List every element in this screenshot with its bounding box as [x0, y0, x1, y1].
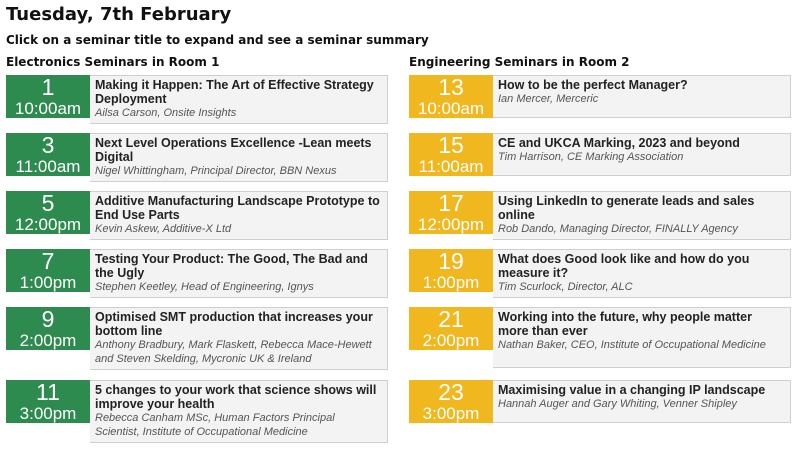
seminar-speaker: Kevin Askew, Additive-X Ltd: [95, 223, 232, 235]
seminar-title-link[interactable]: Next Level Operations Excellence -Lean meets Digital: [95, 136, 372, 164]
seminar-card[interactable]: [6, 380, 388, 443]
seminar-info[interactable]: [493, 75, 791, 118]
seminar-title-link[interactable]: Using LinkedIn to generate leads and sales online: [498, 194, 755, 222]
seminar-time: 11:00am: [15, 157, 81, 176]
seminar-badge: [409, 380, 493, 423]
seminar-speaker: Anthony Bradbury, Mark Flaskett, Rebecca Mace-Hewett and Steven Skelding, Mycronic UK & Ireland: [95, 339, 372, 365]
seminar-time: 3:00pm: [19, 404, 77, 423]
seminar-number: 7: [41, 248, 55, 274]
seminar-card[interactable]: [6, 307, 388, 370]
seminar-speaker: Ian Mercer, Merceric: [498, 93, 599, 105]
seminar-title-link[interactable]: What does Good look like and how do you measure it?: [498, 252, 750, 280]
seminar-info[interactable]: [493, 249, 791, 298]
seminar-number: 17: [438, 190, 464, 216]
seminar-number: 21: [438, 306, 464, 332]
seminar-info[interactable]: [90, 380, 388, 443]
seminar-badge: [409, 191, 493, 234]
page-title: Tuesday, 7th February: [6, 4, 232, 25]
seminar-number: 3: [41, 132, 55, 158]
seminar-info[interactable]: [493, 380, 791, 423]
seminar-time: 11:00am: [418, 157, 484, 176]
seminar-time: 10:00am: [417, 99, 485, 118]
seminar-number: 19: [438, 248, 464, 274]
seminar-card[interactable]: [409, 133, 791, 176]
seminar-speaker: Stephen Keetley, Head of Engineering, Ignys: [95, 281, 314, 293]
seminar-info[interactable]: [493, 133, 791, 176]
seminar-badge: [409, 307, 493, 350]
seminar-badge: [409, 249, 493, 292]
seminar-info[interactable]: [90, 191, 388, 240]
seminar-speaker: Rob Dando, Managing Director, FINALLY Agency: [498, 223, 738, 235]
seminar-info[interactable]: [90, 307, 388, 370]
seminar-time: 12:00pm: [14, 215, 82, 234]
electronics-column: [6, 55, 391, 438]
seminar-title-link[interactable]: Optimised SMT production that increases your bottom line: [95, 310, 373, 338]
seminar-card[interactable]: [6, 75, 388, 124]
seminar-card[interactable]: [409, 191, 791, 240]
seminar-card[interactable]: [6, 133, 388, 182]
seminar-time: 2:00pm: [19, 331, 77, 350]
seminar-card[interactable]: [409, 380, 791, 423]
seminar-card[interactable]: [409, 249, 791, 298]
seminar-badge: [409, 75, 493, 118]
seminar-time: 2:00pm: [422, 331, 480, 350]
seminar-info[interactable]: [90, 249, 388, 298]
seminar-card[interactable]: [409, 307, 791, 368]
seminar-title-link[interactable]: CE and UKCA Marking, 2023 and beyond: [498, 136, 740, 150]
seminar-card[interactable]: [6, 249, 388, 298]
seminar-badge: [409, 133, 493, 176]
seminar-info[interactable]: [493, 191, 791, 240]
seminar-time: 3:00pm: [422, 404, 480, 423]
seminar-info[interactable]: [493, 307, 791, 368]
seminar-badge: [6, 249, 90, 292]
seminar-title-link[interactable]: Additive Manufacturing Landscape Prototype to End Use Parts: [95, 194, 380, 222]
seminar-number: 1: [41, 74, 55, 100]
seminar-card[interactable]: [409, 75, 791, 118]
seminar-speaker: Nathan Baker, CEO, Institute of Occupational Medicine: [498, 339, 766, 351]
seminar-badge: [6, 380, 90, 423]
seminar-badge: [6, 191, 90, 234]
seminar-time: 1:00pm: [19, 273, 77, 292]
seminar-card[interactable]: [6, 191, 388, 240]
seminar-number: 9: [41, 306, 55, 332]
seminar-title-link[interactable]: Maximising value in a changing IP landscape: [498, 383, 766, 397]
seminar-title-link[interactable]: Working into the future, why people matter more than ever: [498, 310, 752, 338]
engineering-heading: Engineering Seminars in Room 2: [409, 55, 630, 69]
seminar-badge: [6, 75, 90, 118]
seminar-number: 5: [41, 190, 55, 216]
seminar-time: 12:00pm: [417, 215, 485, 234]
seminar-number: 13: [438, 74, 464, 100]
seminar-time: 1:00pm: [422, 273, 480, 292]
seminar-speaker: Tim Harrison, CE Marking Association: [498, 151, 684, 163]
seminar-info[interactable]: [90, 75, 388, 124]
seminar-badge: [6, 133, 90, 176]
seminar-number: 11: [36, 379, 60, 405]
seminar-number: 15: [438, 132, 464, 158]
electronics-heading: Electronics Seminars in Room 1: [6, 55, 220, 69]
seminar-speaker: Nigel Whittingham, Principal Director, BBN Nexus: [95, 165, 337, 177]
seminar-speaker: Hannah Auger and Gary Whiting, Venner Shipley: [498, 398, 737, 410]
seminar-speaker: Ailsa Carson, Onsite Insights: [95, 107, 237, 119]
seminar-time: 10:00am: [14, 99, 82, 118]
seminar-number: 23: [438, 379, 464, 405]
seminar-badge: [6, 307, 90, 350]
engineering-column: [409, 55, 794, 423]
seminar-speaker: Rebecca Canham MSc, Human Factors Principal Scientist, Institute of Occupational Medicine: [95, 412, 335, 438]
seminar-title-link[interactable]: 5 changes to your work that science shows will improve your health: [95, 383, 377, 411]
seminar-title-link[interactable]: Making it Happen: The Art of Effective Strategy Deployment: [95, 78, 374, 106]
page-subtitle: Click on a seminar title to expand and see a seminar summary: [6, 33, 429, 47]
seminar-info[interactable]: [90, 133, 388, 182]
seminar-speaker: Tim Scurlock, Director, ALC: [498, 281, 633, 293]
seminar-title-link[interactable]: How to be the perfect Manager?: [498, 78, 688, 92]
seminar-title-link[interactable]: Testing Your Product: The Good, The Bad and the Ugly: [95, 252, 368, 280]
